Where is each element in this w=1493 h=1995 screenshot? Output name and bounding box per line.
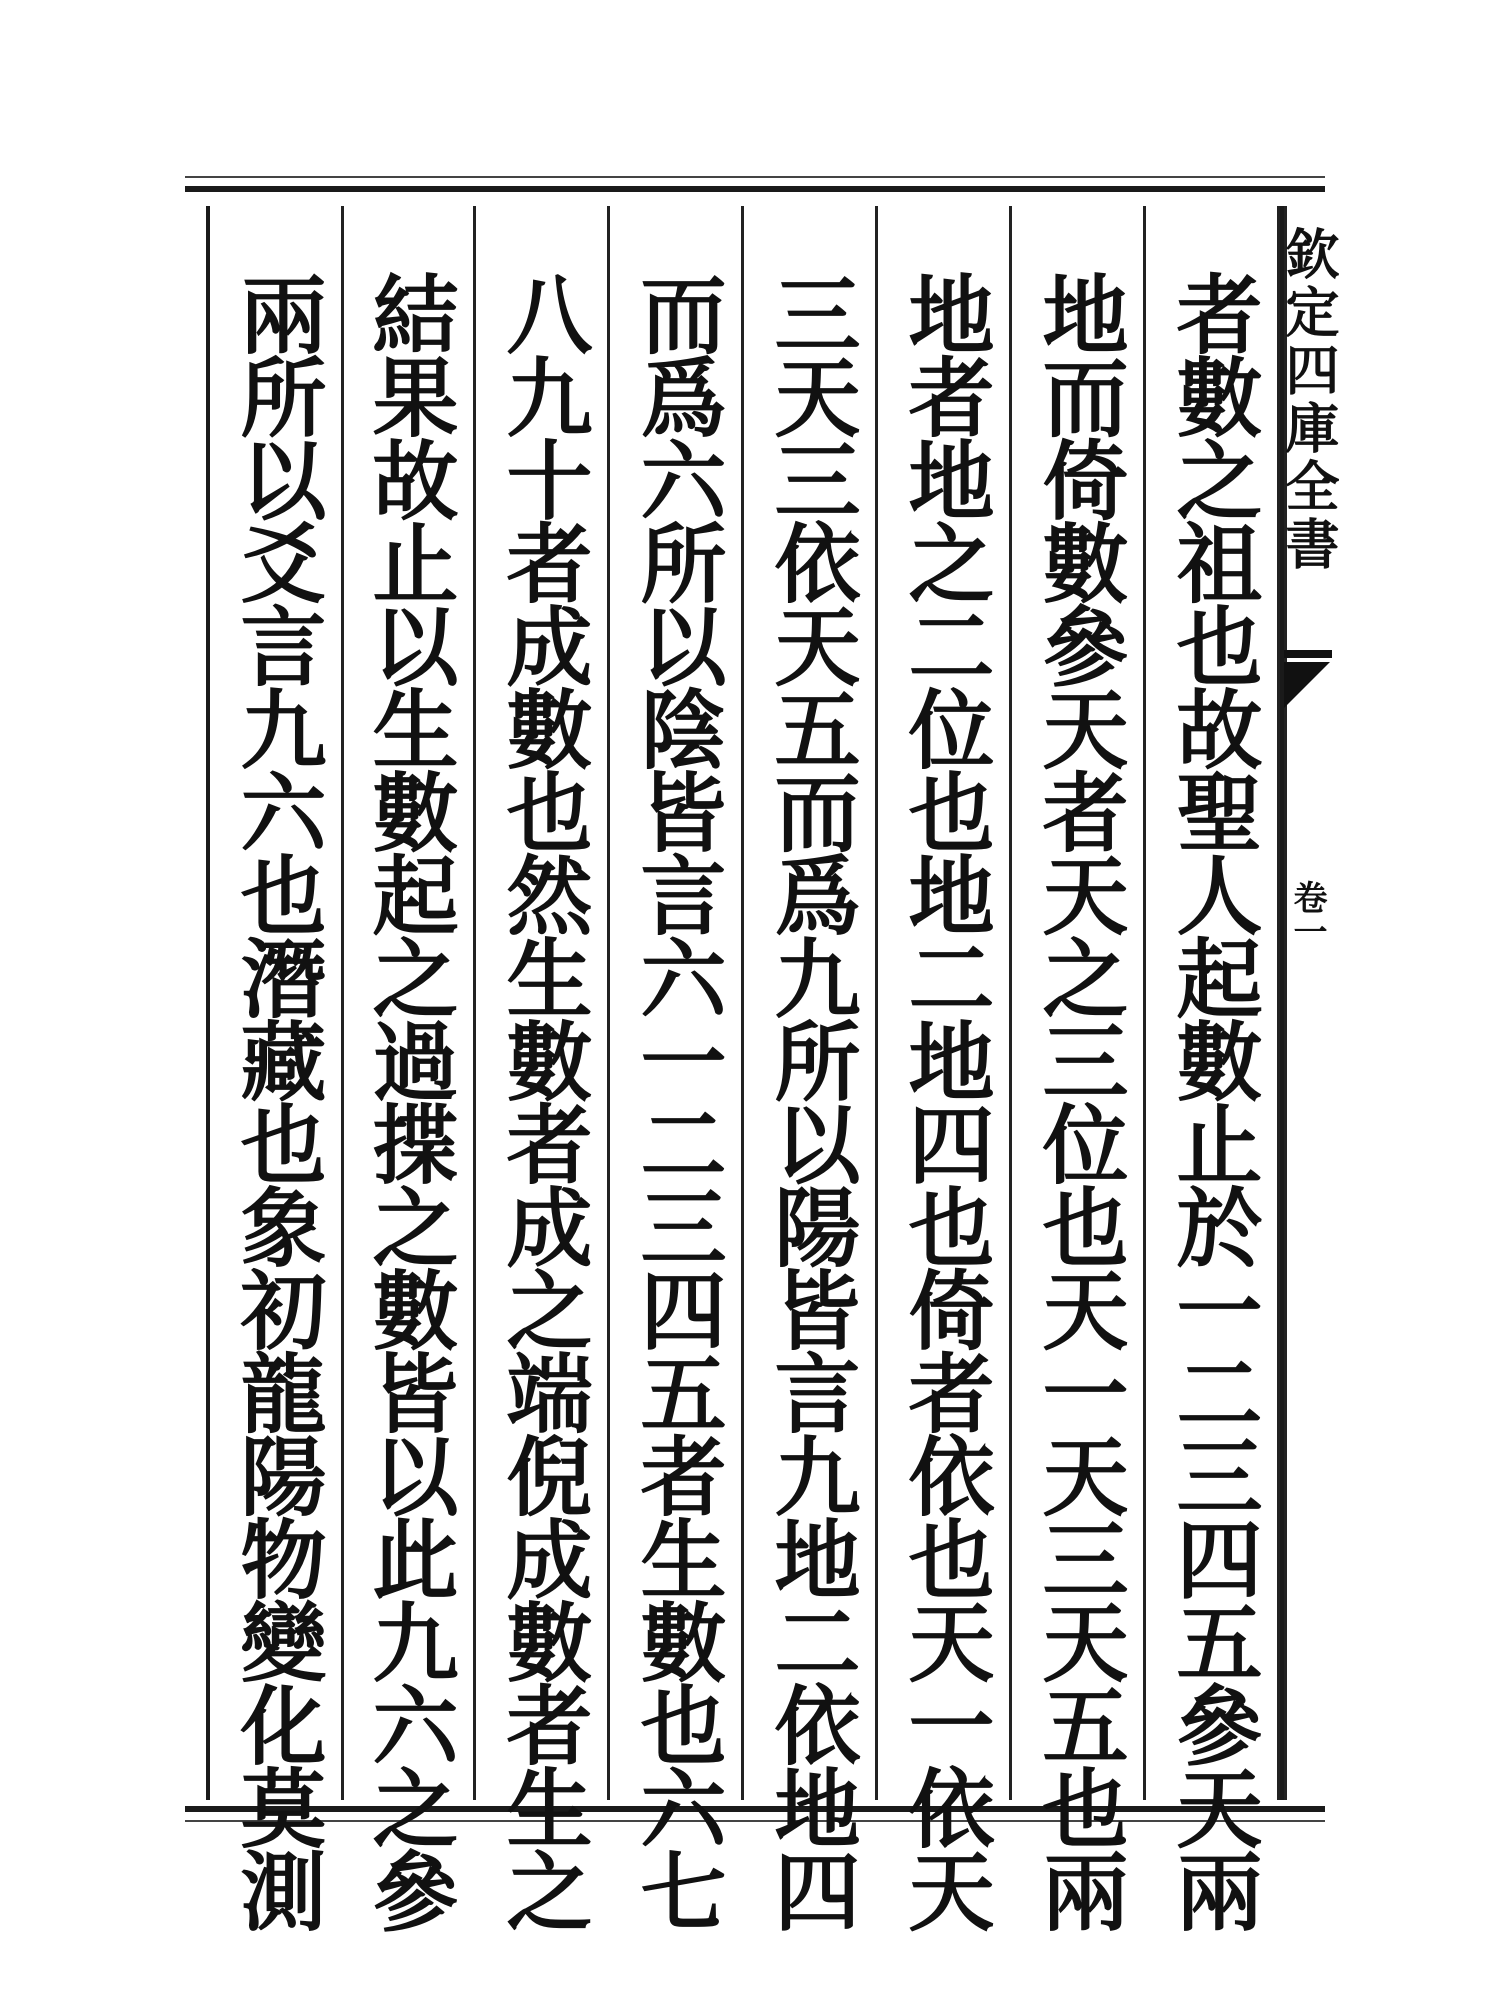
text-column-7 xyxy=(342,206,476,1930)
column-text: 而爲六所以陰皆言六一二三四五者生數也六七 xyxy=(625,270,727,1930)
column-text: 地者地之二位也地二地四也倚者依也天一依天 xyxy=(893,270,995,1930)
bottom-thin-rule xyxy=(185,1820,1325,1822)
margin-volume-label: 卷一 xyxy=(1287,880,1327,948)
text-column-6 xyxy=(476,206,610,1930)
fish-tail-icon xyxy=(1284,662,1330,708)
text-column-4 xyxy=(744,206,878,1930)
margin-book-title: 欽定四庫全書 xyxy=(1277,226,1341,574)
column-text: 八九十者成數也然生數者成之端倪成數者生之 xyxy=(491,270,593,1930)
text-column-3 xyxy=(878,206,1012,1930)
top-frame-rule xyxy=(185,186,1325,192)
column-text: 者數之祖也故聖人起數止於一二三四五參天兩 xyxy=(1161,270,1263,1930)
column-text: 兩所以爻言九六也潛藏也象初龍陽物變化莫測 xyxy=(225,270,327,1930)
text-column-8 xyxy=(210,206,344,1930)
bottom-frame-rule xyxy=(185,1806,1325,1812)
text-columns xyxy=(210,206,1280,1930)
text-column-5 xyxy=(610,206,744,1930)
column-text: 三天三依天五而爲九所以陽皆言九地二依地四 xyxy=(759,270,861,1930)
fish-tail-bar xyxy=(1284,650,1332,658)
top-thin-rule xyxy=(185,176,1325,178)
text-column-1 xyxy=(1146,206,1280,1930)
column-text: 結果故止以生數起之過揲之數皆以此九六之參 xyxy=(357,270,459,1930)
column-text: 地而倚數參天者天之三位也天一天三天五也兩 xyxy=(1027,270,1129,1930)
text-column-2 xyxy=(1012,206,1146,1930)
